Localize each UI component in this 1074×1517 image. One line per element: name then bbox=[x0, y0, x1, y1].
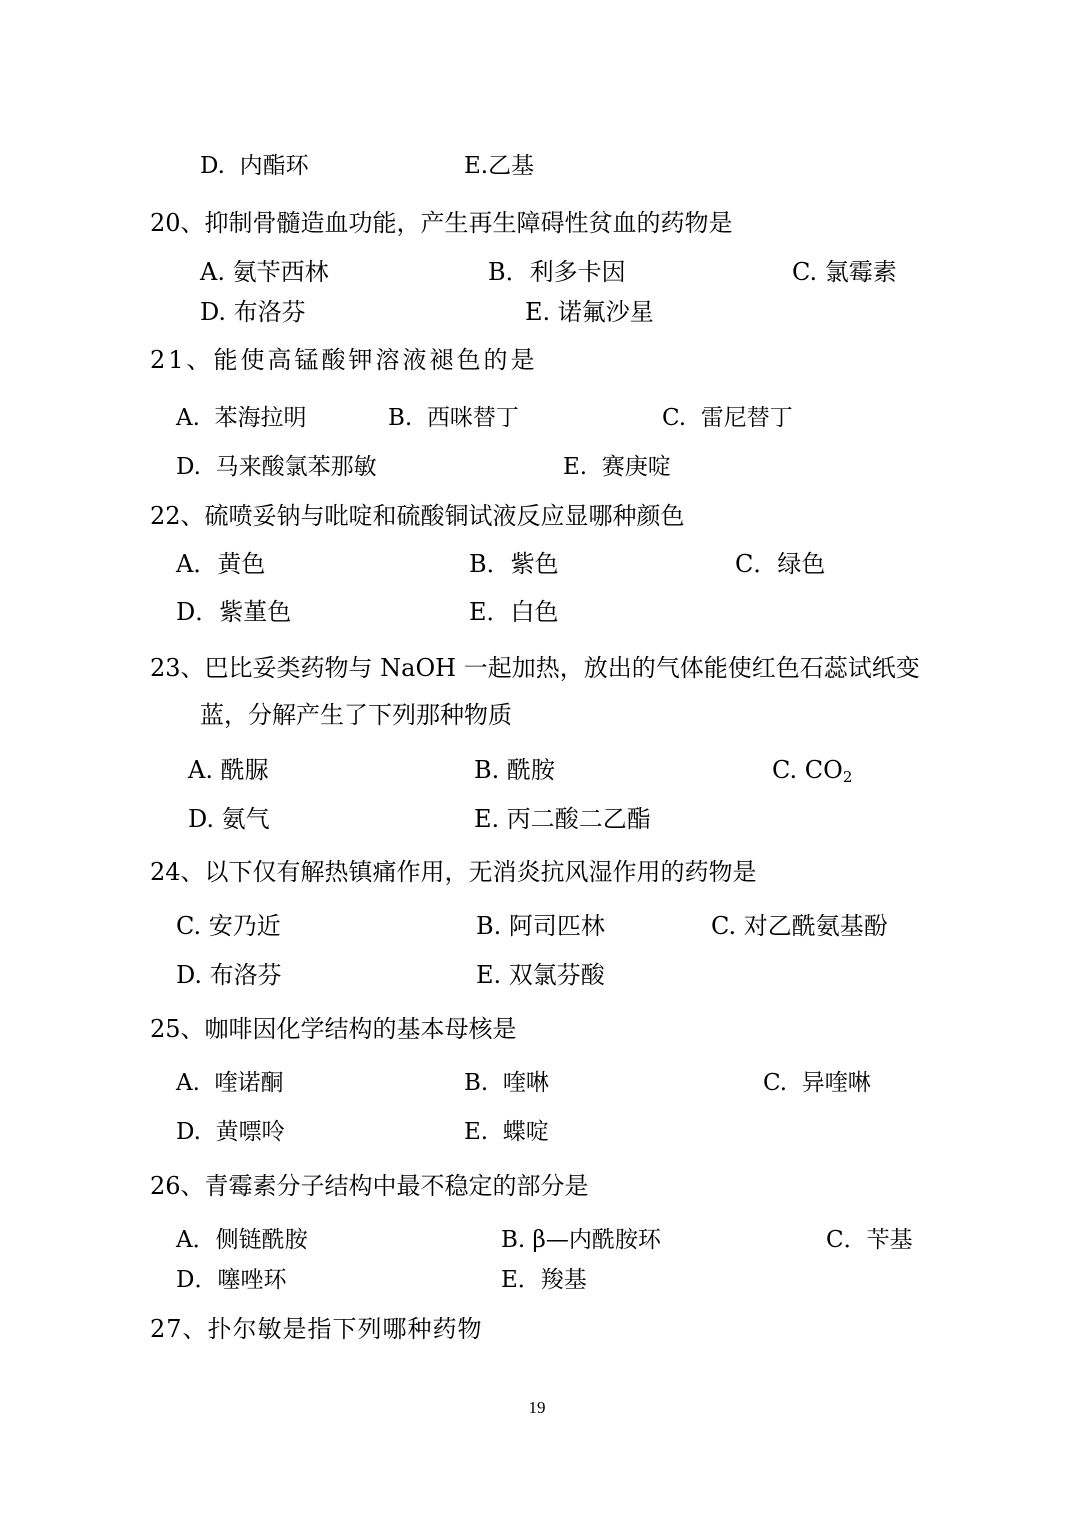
option-label: B. bbox=[474, 756, 500, 784]
q21-option-d bbox=[176, 453, 377, 481]
option-text: 布洛芬 bbox=[209, 961, 282, 989]
q25-stem: 25、咖啡因化学结构的基本母核是 bbox=[150, 1015, 517, 1043]
option-label: A. bbox=[188, 756, 213, 784]
q22-option-c bbox=[735, 550, 825, 578]
q21-option-b bbox=[388, 404, 519, 432]
q21-stem: 21、能使高锰酸钾溶液褪色的是 bbox=[150, 346, 538, 374]
option-label: C. bbox=[662, 405, 687, 431]
option-text: 乙基 bbox=[488, 153, 535, 179]
option-label: E. bbox=[464, 1119, 489, 1145]
option-label: C. bbox=[792, 258, 818, 286]
option-text: 黄嘌呤 bbox=[215, 1119, 285, 1145]
option-label: D． bbox=[176, 598, 220, 626]
page-number: 19 bbox=[528, 1398, 546, 1417]
q22-option-b bbox=[469, 550, 559, 578]
option-label: B. bbox=[388, 405, 413, 431]
option-label: E. bbox=[474, 805, 500, 833]
option-text: 布洛芬 bbox=[233, 298, 306, 326]
q21-option-e bbox=[563, 453, 671, 481]
option-text: 噻唑环 bbox=[217, 1267, 287, 1293]
option-text: 苯海拉明 bbox=[214, 405, 307, 431]
option-text: 紫堇色 bbox=[219, 598, 292, 626]
option-label: D. bbox=[200, 153, 225, 179]
option-label: C． bbox=[735, 550, 778, 578]
option-text: 利多卡因 bbox=[529, 258, 626, 286]
option-text: 马来酸氯苯那敏 bbox=[215, 454, 377, 480]
q25-option-b bbox=[464, 1069, 549, 1097]
option-label: B． bbox=[469, 550, 511, 578]
option-text: 羧基 bbox=[540, 1267, 587, 1293]
q23-option-b bbox=[474, 756, 555, 784]
q25-option-a bbox=[176, 1069, 284, 1097]
q22-stem: 22、硫喷妥钠与吡啶和硫酸铜试液反应显哪种颜色 bbox=[150, 502, 685, 530]
option-label: A． bbox=[176, 550, 218, 578]
option-text: 雷尼替丁 bbox=[700, 405, 793, 431]
option-text: β—内酰胺环 bbox=[532, 1227, 661, 1253]
option-label: C. bbox=[711, 912, 737, 940]
option-text: 氨气 bbox=[221, 805, 270, 833]
q26-option-b bbox=[501, 1226, 661, 1254]
q26-option-e bbox=[501, 1266, 587, 1294]
option-label: D. bbox=[176, 961, 203, 989]
q23-option-a bbox=[188, 756, 269, 784]
q24-option-a bbox=[176, 912, 281, 940]
option-label: C. bbox=[772, 756, 798, 784]
q23-option-c bbox=[772, 756, 852, 784]
option-text: 诺氟沙星 bbox=[557, 298, 654, 326]
option-text: CO bbox=[804, 756, 843, 784]
q20-option-c bbox=[792, 258, 897, 286]
option-label: D. bbox=[176, 1119, 201, 1145]
option-label: B. bbox=[464, 1070, 489, 1096]
q24-option-d bbox=[176, 961, 282, 989]
q24-option-c bbox=[711, 912, 888, 940]
option-text: 喹啉 bbox=[502, 1070, 549, 1096]
option-label: E． bbox=[469, 598, 511, 626]
option-label: E． bbox=[501, 1267, 541, 1293]
option-label: D. bbox=[176, 454, 201, 480]
option-text: 对乙酰氨基酚 bbox=[743, 912, 888, 940]
q23-stem-line1: 23、巴比妥类药物与 NaOH 一起加热，放出的气体能使红色石蕊试纸变 bbox=[150, 654, 920, 682]
option-text: 白色 bbox=[510, 598, 559, 626]
q21-option-a bbox=[176, 404, 307, 432]
option-label: A. bbox=[176, 405, 200, 431]
q26-option-d bbox=[176, 1266, 286, 1294]
option-text: 喹诺酮 bbox=[214, 1070, 284, 1096]
q26-option-c bbox=[826, 1226, 913, 1254]
option-text: 紫色 bbox=[510, 550, 559, 578]
option-text: 西咪替丁 bbox=[426, 405, 519, 431]
q22-option-a bbox=[176, 550, 265, 578]
option-label: E. bbox=[563, 454, 588, 480]
option-text: 蝶啶 bbox=[502, 1119, 549, 1145]
option-label: B. bbox=[476, 912, 502, 940]
subscript: 2 bbox=[842, 768, 853, 786]
option-text: 安乃近 bbox=[208, 912, 281, 940]
option-text: 酰胺 bbox=[506, 756, 555, 784]
option-text: 苄基 bbox=[866, 1227, 913, 1253]
option-text: 内酯环 bbox=[239, 153, 309, 179]
q20-option-b bbox=[488, 258, 626, 286]
q25-option-c bbox=[763, 1069, 871, 1097]
option-text: 酰脲 bbox=[220, 756, 269, 784]
q20-option-d bbox=[200, 298, 306, 326]
option-text: 氨苄西林 bbox=[232, 258, 329, 286]
q23-stem-line2: 蓝，分解产生了下列那种物质 bbox=[200, 701, 512, 729]
q24-option-e bbox=[476, 961, 605, 989]
q21-option-c bbox=[662, 404, 793, 432]
option-text: 丙二酸二乙酯 bbox=[506, 805, 651, 833]
q19-option-d bbox=[200, 152, 309, 180]
option-label: E. bbox=[525, 298, 551, 326]
option-text: 黄色 bbox=[217, 550, 266, 578]
option-label: D. bbox=[200, 298, 227, 326]
q26-option-a bbox=[176, 1226, 308, 1254]
q26-stem: 26、青霉素分子结构中最不稳定的部分是 bbox=[150, 1172, 589, 1200]
q20-stem: 20、抑制骨髓造血功能，产生再生障碍性贫血的药物是 bbox=[150, 209, 733, 237]
option-text: 绿色 bbox=[777, 550, 826, 578]
q23-option-d bbox=[188, 805, 270, 833]
q20-option-e bbox=[525, 298, 654, 326]
option-label: C． bbox=[826, 1227, 867, 1253]
q25-option-d bbox=[176, 1118, 285, 1146]
option-text: 异喹啉 bbox=[801, 1070, 871, 1096]
option-label: A． bbox=[176, 1227, 216, 1253]
option-text: 双氯芬酸 bbox=[508, 961, 605, 989]
option-label: A. bbox=[176, 1070, 200, 1096]
q23-option-e bbox=[474, 805, 651, 833]
option-label: D． bbox=[176, 1267, 218, 1293]
q22-option-e bbox=[469, 598, 559, 626]
option-label: D. bbox=[188, 805, 215, 833]
option-text: 阿司匹林 bbox=[508, 912, 605, 940]
option-label: E. bbox=[464, 153, 489, 179]
option-text: 氯霉素 bbox=[824, 258, 897, 286]
option-label: E. bbox=[476, 961, 502, 989]
q24-option-b bbox=[476, 912, 605, 940]
q20-option-a bbox=[200, 258, 329, 286]
option-label: C. bbox=[763, 1070, 788, 1096]
q24-stem: 24、以下仅有解热镇痛作用，无消炎抗风湿作用的药物是 bbox=[150, 858, 757, 886]
q27-stem: 27、扑尔敏是指下列哪种药物 bbox=[150, 1315, 483, 1343]
option-label: B. bbox=[501, 1227, 526, 1253]
option-label: C. bbox=[176, 912, 202, 940]
q25-option-e bbox=[464, 1118, 549, 1146]
option-label: B． bbox=[488, 258, 530, 286]
option-text: 赛庚啶 bbox=[601, 454, 671, 480]
option-text: 侧链酰胺 bbox=[215, 1227, 308, 1253]
q19-option-e bbox=[464, 152, 534, 180]
option-label: A. bbox=[200, 258, 225, 286]
q22-option-d bbox=[176, 598, 291, 626]
